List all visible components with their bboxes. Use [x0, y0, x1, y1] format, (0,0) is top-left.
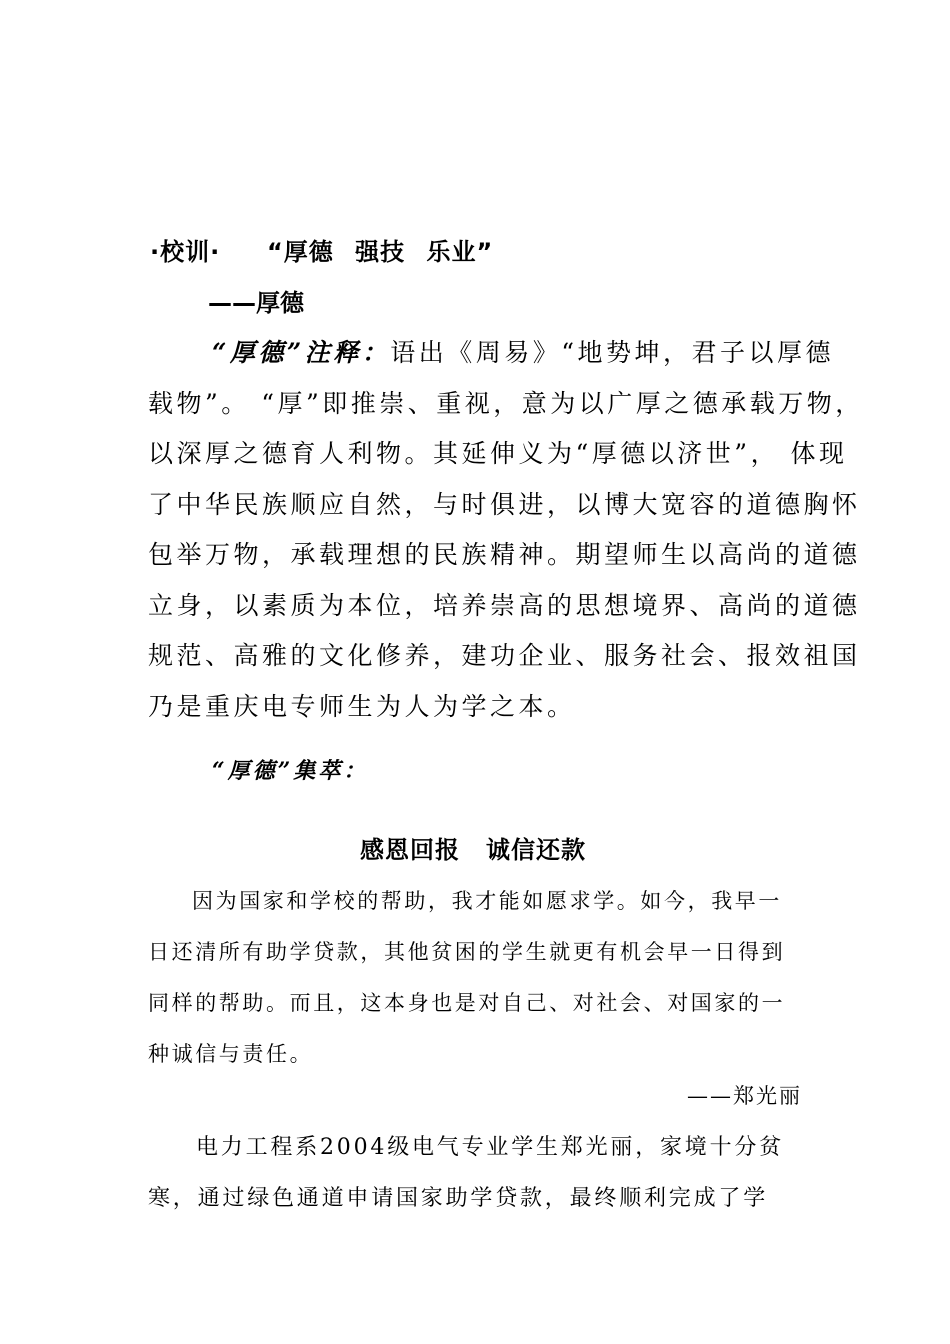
- annotation-line: 了中华民族顺应自然，与时俱进，以博大宽容的道德胸怀: [148, 489, 861, 519]
- annotation-label: “厚德”注释：: [212, 338, 391, 367]
- annotation-line: 以深厚之德育人利物。其延伸义为“厚德以济世”， 体现: [148, 439, 848, 468]
- annotation-line: 立身，以素质为本位，培养崇高的思想境界、高尚的道德: [148, 590, 861, 620]
- story-body: [148, 1122, 820, 1224]
- annotation-line: [148, 328, 835, 379]
- school-motto: [150, 232, 493, 267]
- annotation-line: 载物”。 “厚”即推崇、重视，意为以广厚之德承载万物，: [148, 388, 864, 418]
- annotation-paragraph: [148, 328, 864, 732]
- motto-prefix: ·校训·: [150, 238, 221, 266]
- student-quote: [148, 876, 820, 1080]
- motto-text-1: “厚德: [266, 238, 334, 266]
- motto-text-3: 乐业”: [426, 238, 494, 266]
- quote-line: 同样的帮助。而且，这本身也是对自己、对社会、对国家的一: [148, 991, 786, 1015]
- annotation-line: 规范、高雅的文化修养，建功企业、服务社会、报效祖国: [148, 641, 861, 670]
- quote-signature: ——郑光丽: [687, 1084, 802, 1108]
- story-line: 寒，通过绿色通道申请国家助学贷款，最终顺利完成了学: [148, 1186, 769, 1211]
- section-heading: ——厚德: [208, 289, 304, 317]
- motto-text-2: 强技: [355, 238, 406, 266]
- story-title: [360, 830, 586, 865]
- annotation-line: 乃是重庆电专师生为人为学之本。: [148, 691, 576, 721]
- quote-line: 因为国家和学校的帮助，我才能如愿求学。如今，我早一: [192, 889, 782, 913]
- story-title-part-2: 诚信还款: [486, 836, 586, 864]
- collection-label: “厚德”集萃：: [212, 758, 369, 784]
- quote-line: 日还清所有助学贷款，其他贫困的学生就更有机会早一日得到: [148, 940, 786, 964]
- annotation-line: 包举万物，承载理想的民族精神。期望师生以高尚的道德: [148, 540, 861, 569]
- quote-line: 种诚信与责任。: [148, 1042, 314, 1066]
- story-title-part-1: 感恩回报: [360, 836, 460, 864]
- annotation-text: 语出《周易》“地势坤，君子以厚德: [390, 338, 835, 367]
- story-line: 电力工程系2004级电气专业学生郑光丽，家境十分贫: [196, 1135, 784, 1160]
